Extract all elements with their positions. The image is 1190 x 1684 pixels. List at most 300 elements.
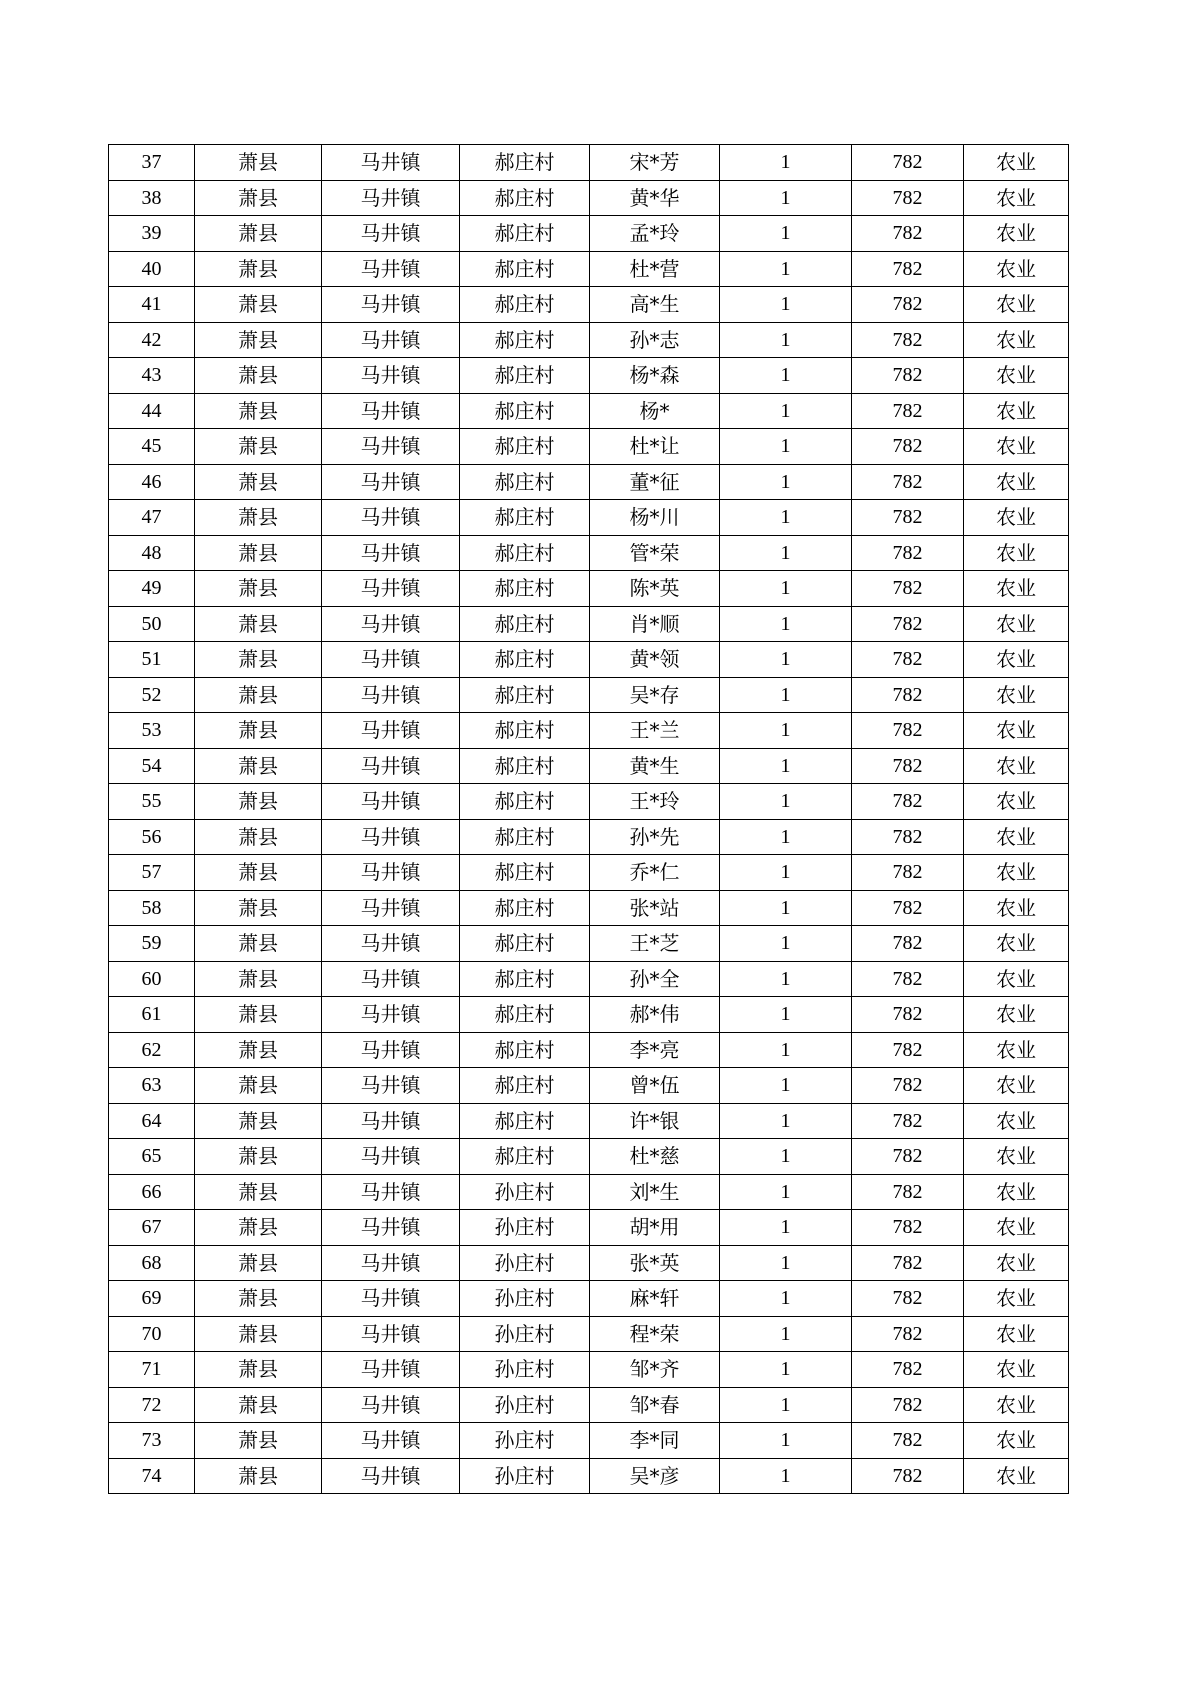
serial-cell: 71 (109, 1352, 195, 1388)
name-cell: 孟*玲 (590, 216, 720, 252)
village-cell: 郝庄村 (460, 890, 590, 926)
name-cell: 郝*伟 (590, 997, 720, 1033)
county-cell: 萧县 (195, 606, 322, 642)
town-cell: 马井镇 (322, 1068, 460, 1104)
village-cell: 郝庄村 (460, 393, 590, 429)
type-cell: 农业 (964, 464, 1069, 500)
amount-cell: 782 (852, 145, 964, 181)
town-cell: 马井镇 (322, 606, 460, 642)
table-row (109, 216, 1069, 252)
village-cell: 郝庄村 (460, 1139, 590, 1175)
amount-cell: 782 (852, 1352, 964, 1388)
table-row (109, 961, 1069, 997)
amount-cell: 782 (852, 1174, 964, 1210)
table-row (109, 464, 1069, 500)
name-cell: 李*同 (590, 1423, 720, 1459)
village-cell: 郝庄村 (460, 819, 590, 855)
village-cell: 郝庄村 (460, 606, 590, 642)
table-row (109, 1281, 1069, 1317)
county-cell: 萧县 (195, 961, 322, 997)
county-cell: 萧县 (195, 1032, 322, 1068)
amount-cell: 782 (852, 1210, 964, 1246)
county-cell: 萧县 (195, 322, 322, 358)
village-cell: 郝庄村 (460, 997, 590, 1033)
name-cell: 程*荣 (590, 1316, 720, 1352)
table-row (109, 1387, 1069, 1423)
amount-cell: 782 (852, 180, 964, 216)
serial-cell: 65 (109, 1139, 195, 1175)
amount-cell: 782 (852, 1281, 964, 1317)
table-row (109, 1139, 1069, 1175)
table-row (109, 251, 1069, 287)
table-row (109, 1103, 1069, 1139)
village-cell: 郝庄村 (460, 251, 590, 287)
count-cell: 1 (720, 606, 852, 642)
town-cell: 马井镇 (322, 216, 460, 252)
town-cell: 马井镇 (322, 1139, 460, 1175)
name-cell: 杜*营 (590, 251, 720, 287)
name-cell: 麻*轩 (590, 1281, 720, 1317)
type-cell: 农业 (964, 642, 1069, 678)
type-cell: 农业 (964, 216, 1069, 252)
amount-cell: 782 (852, 287, 964, 323)
county-cell: 萧县 (195, 926, 322, 962)
count-cell: 1 (720, 1316, 852, 1352)
county-cell: 萧县 (195, 1316, 322, 1352)
count-cell: 1 (720, 890, 852, 926)
count-cell: 1 (720, 784, 852, 820)
name-cell: 吴*彦 (590, 1458, 720, 1494)
table-row (109, 287, 1069, 323)
serial-cell: 74 (109, 1458, 195, 1494)
table-row (109, 1458, 1069, 1494)
amount-cell: 782 (852, 642, 964, 678)
village-cell: 郝庄村 (460, 535, 590, 571)
town-cell: 马井镇 (322, 1316, 460, 1352)
count-cell: 1 (720, 251, 852, 287)
type-cell: 农业 (964, 890, 1069, 926)
serial-cell: 64 (109, 1103, 195, 1139)
count-cell: 1 (720, 748, 852, 784)
name-cell: 李*亮 (590, 1032, 720, 1068)
name-cell: 吴*存 (590, 677, 720, 713)
amount-cell: 782 (852, 890, 964, 926)
amount-cell: 782 (852, 819, 964, 855)
serial-cell: 59 (109, 926, 195, 962)
town-cell: 马井镇 (322, 926, 460, 962)
table-row (109, 1032, 1069, 1068)
amount-cell: 782 (852, 1387, 964, 1423)
amount-cell: 782 (852, 784, 964, 820)
amount-cell: 782 (852, 1103, 964, 1139)
amount-cell: 782 (852, 1245, 964, 1281)
type-cell: 农业 (964, 855, 1069, 891)
table-row (109, 606, 1069, 642)
village-cell: 郝庄村 (460, 784, 590, 820)
amount-cell: 782 (852, 713, 964, 749)
serial-cell: 66 (109, 1174, 195, 1210)
serial-cell: 54 (109, 748, 195, 784)
county-cell: 萧县 (195, 358, 322, 394)
name-cell: 曾*伍 (590, 1068, 720, 1104)
count-cell: 1 (720, 1281, 852, 1317)
table-row (109, 677, 1069, 713)
town-cell: 马井镇 (322, 464, 460, 500)
count-cell: 1 (720, 1068, 852, 1104)
village-cell: 孙庄村 (460, 1316, 590, 1352)
county-cell: 萧县 (195, 1068, 322, 1104)
name-cell: 胡*用 (590, 1210, 720, 1246)
serial-cell: 56 (109, 819, 195, 855)
town-cell: 马井镇 (322, 1210, 460, 1246)
county-cell: 萧县 (195, 464, 322, 500)
count-cell: 1 (720, 677, 852, 713)
type-cell: 农业 (964, 358, 1069, 394)
type-cell: 农业 (964, 251, 1069, 287)
type-cell: 农业 (964, 1174, 1069, 1210)
amount-cell: 782 (852, 535, 964, 571)
village-cell: 孙庄村 (460, 1281, 590, 1317)
name-cell: 王*芝 (590, 926, 720, 962)
town-cell: 马井镇 (322, 1281, 460, 1317)
county-cell: 萧县 (195, 180, 322, 216)
village-cell: 郝庄村 (460, 1068, 590, 1104)
village-cell: 孙庄村 (460, 1174, 590, 1210)
count-cell: 1 (720, 1210, 852, 1246)
table-row (109, 997, 1069, 1033)
name-cell: 乔*仁 (590, 855, 720, 891)
amount-cell: 782 (852, 429, 964, 465)
amount-cell: 782 (852, 961, 964, 997)
county-cell: 萧县 (195, 784, 322, 820)
type-cell: 农业 (964, 606, 1069, 642)
county-cell: 萧县 (195, 713, 322, 749)
type-cell: 农业 (964, 1458, 1069, 1494)
count-cell: 1 (720, 1139, 852, 1175)
town-cell: 马井镇 (322, 890, 460, 926)
count-cell: 1 (720, 1458, 852, 1494)
town-cell: 马井镇 (322, 180, 460, 216)
name-cell: 王*兰 (590, 713, 720, 749)
table-row (109, 500, 1069, 536)
serial-cell: 38 (109, 180, 195, 216)
table-row (109, 145, 1069, 181)
table-row (109, 1068, 1069, 1104)
type-cell: 农业 (964, 571, 1069, 607)
table-row (109, 819, 1069, 855)
amount-cell: 782 (852, 1316, 964, 1352)
name-cell: 肖*顺 (590, 606, 720, 642)
type-cell: 农业 (964, 1281, 1069, 1317)
county-cell: 萧县 (195, 535, 322, 571)
table-row (109, 713, 1069, 749)
amount-cell: 782 (852, 500, 964, 536)
county-cell: 萧县 (195, 1245, 322, 1281)
serial-cell: 58 (109, 890, 195, 926)
town-cell: 马井镇 (322, 997, 460, 1033)
county-cell: 萧县 (195, 287, 322, 323)
count-cell: 1 (720, 216, 852, 252)
type-cell: 农业 (964, 1103, 1069, 1139)
town-cell: 马井镇 (322, 677, 460, 713)
serial-cell: 69 (109, 1281, 195, 1317)
village-cell: 郝庄村 (460, 287, 590, 323)
table-row (109, 1316, 1069, 1352)
name-cell: 黄*生 (590, 748, 720, 784)
village-cell: 郝庄村 (460, 216, 590, 252)
county-cell: 萧县 (195, 1174, 322, 1210)
amount-cell: 782 (852, 606, 964, 642)
amount-cell: 782 (852, 677, 964, 713)
village-cell: 郝庄村 (460, 748, 590, 784)
roster-table (108, 144, 1069, 1494)
type-cell: 农业 (964, 1352, 1069, 1388)
type-cell: 农业 (964, 1316, 1069, 1352)
amount-cell: 782 (852, 216, 964, 252)
type-cell: 农业 (964, 997, 1069, 1033)
type-cell: 农业 (964, 535, 1069, 571)
name-cell: 管*荣 (590, 535, 720, 571)
county-cell: 萧县 (195, 677, 322, 713)
county-cell: 萧县 (195, 500, 322, 536)
type-cell: 农业 (964, 393, 1069, 429)
county-cell: 萧县 (195, 1458, 322, 1494)
type-cell: 农业 (964, 961, 1069, 997)
serial-cell: 67 (109, 1210, 195, 1246)
serial-cell: 53 (109, 713, 195, 749)
serial-cell: 43 (109, 358, 195, 394)
table-row (109, 642, 1069, 678)
village-cell: 郝庄村 (460, 571, 590, 607)
county-cell: 萧县 (195, 1210, 322, 1246)
county-cell: 萧县 (195, 855, 322, 891)
village-cell: 郝庄村 (460, 180, 590, 216)
count-cell: 1 (720, 287, 852, 323)
town-cell: 马井镇 (322, 393, 460, 429)
amount-cell: 782 (852, 1032, 964, 1068)
serial-cell: 42 (109, 322, 195, 358)
county-cell: 萧县 (195, 1352, 322, 1388)
serial-cell: 68 (109, 1245, 195, 1281)
amount-cell: 782 (852, 997, 964, 1033)
table-row (109, 1210, 1069, 1246)
serial-cell: 39 (109, 216, 195, 252)
town-cell: 马井镇 (322, 145, 460, 181)
count-cell: 1 (720, 180, 852, 216)
county-cell: 萧县 (195, 748, 322, 784)
town-cell: 马井镇 (322, 322, 460, 358)
county-cell: 萧县 (195, 642, 322, 678)
serial-cell: 49 (109, 571, 195, 607)
type-cell: 农业 (964, 287, 1069, 323)
amount-cell: 782 (852, 358, 964, 394)
name-cell: 董*征 (590, 464, 720, 500)
village-cell: 郝庄村 (460, 1103, 590, 1139)
village-cell: 郝庄村 (460, 961, 590, 997)
town-cell: 马井镇 (322, 1352, 460, 1388)
table-row (109, 748, 1069, 784)
serial-cell: 46 (109, 464, 195, 500)
name-cell: 许*银 (590, 1103, 720, 1139)
village-cell: 孙庄村 (460, 1387, 590, 1423)
type-cell: 农业 (964, 180, 1069, 216)
serial-cell: 45 (109, 429, 195, 465)
table-row (109, 429, 1069, 465)
table-row (109, 1423, 1069, 1459)
table-row (109, 393, 1069, 429)
county-cell: 萧县 (195, 890, 322, 926)
town-cell: 马井镇 (322, 251, 460, 287)
count-cell: 1 (720, 145, 852, 181)
name-cell: 张*英 (590, 1245, 720, 1281)
count-cell: 1 (720, 642, 852, 678)
table-row (109, 784, 1069, 820)
table-row (109, 571, 1069, 607)
count-cell: 1 (720, 926, 852, 962)
name-cell: 孙*志 (590, 322, 720, 358)
amount-cell: 782 (852, 748, 964, 784)
town-cell: 马井镇 (322, 535, 460, 571)
amount-cell: 782 (852, 1139, 964, 1175)
county-cell: 萧县 (195, 1423, 322, 1459)
count-cell: 1 (720, 1032, 852, 1068)
village-cell: 孙庄村 (460, 1352, 590, 1388)
count-cell: 1 (720, 464, 852, 500)
count-cell: 1 (720, 997, 852, 1033)
county-cell: 萧县 (195, 1103, 322, 1139)
count-cell: 1 (720, 393, 852, 429)
serial-cell: 73 (109, 1423, 195, 1459)
town-cell: 马井镇 (322, 855, 460, 891)
count-cell: 1 (720, 1352, 852, 1388)
count-cell: 1 (720, 819, 852, 855)
town-cell: 马井镇 (322, 713, 460, 749)
table-row (109, 926, 1069, 962)
type-cell: 农业 (964, 748, 1069, 784)
serial-cell: 40 (109, 251, 195, 287)
village-cell: 郝庄村 (460, 429, 590, 465)
name-cell: 杜*慈 (590, 1139, 720, 1175)
name-cell: 高*生 (590, 287, 720, 323)
serial-cell: 70 (109, 1316, 195, 1352)
serial-cell: 72 (109, 1387, 195, 1423)
count-cell: 1 (720, 855, 852, 891)
table-row (109, 1174, 1069, 1210)
serial-cell: 37 (109, 145, 195, 181)
name-cell: 杜*让 (590, 429, 720, 465)
serial-cell: 60 (109, 961, 195, 997)
amount-cell: 782 (852, 1458, 964, 1494)
serial-cell: 44 (109, 393, 195, 429)
town-cell: 马井镇 (322, 500, 460, 536)
village-cell: 郝庄村 (460, 464, 590, 500)
amount-cell: 782 (852, 322, 964, 358)
name-cell: 黄*华 (590, 180, 720, 216)
name-cell: 杨* (590, 393, 720, 429)
village-cell: 孙庄村 (460, 1210, 590, 1246)
county-cell: 萧县 (195, 393, 322, 429)
type-cell: 农业 (964, 322, 1069, 358)
type-cell: 农业 (964, 500, 1069, 536)
county-cell: 萧县 (195, 145, 322, 181)
type-cell: 农业 (964, 1245, 1069, 1281)
roster-table-body (109, 145, 1069, 1494)
county-cell: 萧县 (195, 1387, 322, 1423)
type-cell: 农业 (964, 429, 1069, 465)
serial-cell: 62 (109, 1032, 195, 1068)
village-cell: 郝庄村 (460, 145, 590, 181)
count-cell: 1 (720, 1174, 852, 1210)
count-cell: 1 (720, 358, 852, 394)
count-cell: 1 (720, 535, 852, 571)
table-row (109, 180, 1069, 216)
town-cell: 马井镇 (322, 784, 460, 820)
type-cell: 农业 (964, 677, 1069, 713)
serial-cell: 57 (109, 855, 195, 891)
serial-cell: 47 (109, 500, 195, 536)
town-cell: 马井镇 (322, 1245, 460, 1281)
town-cell: 马井镇 (322, 1423, 460, 1459)
village-cell: 郝庄村 (460, 358, 590, 394)
town-cell: 马井镇 (322, 287, 460, 323)
village-cell: 孙庄村 (460, 1423, 590, 1459)
serial-cell: 51 (109, 642, 195, 678)
count-cell: 1 (720, 1387, 852, 1423)
amount-cell: 782 (852, 251, 964, 287)
serial-cell: 48 (109, 535, 195, 571)
amount-cell: 782 (852, 1068, 964, 1104)
serial-cell: 50 (109, 606, 195, 642)
count-cell: 1 (720, 429, 852, 465)
village-cell: 郝庄村 (460, 926, 590, 962)
count-cell: 1 (720, 713, 852, 749)
town-cell: 马井镇 (322, 748, 460, 784)
count-cell: 1 (720, 322, 852, 358)
town-cell: 马井镇 (322, 1387, 460, 1423)
town-cell: 马井镇 (322, 429, 460, 465)
town-cell: 马井镇 (322, 571, 460, 607)
name-cell: 杨*森 (590, 358, 720, 394)
name-cell: 邹*春 (590, 1387, 720, 1423)
village-cell: 郝庄村 (460, 1032, 590, 1068)
type-cell: 农业 (964, 926, 1069, 962)
table-row (109, 890, 1069, 926)
table-row (109, 358, 1069, 394)
amount-cell: 782 (852, 393, 964, 429)
table-row (109, 1352, 1069, 1388)
type-cell: 农业 (964, 1423, 1069, 1459)
type-cell: 农业 (964, 1068, 1069, 1104)
table-row (109, 535, 1069, 571)
type-cell: 农业 (964, 784, 1069, 820)
name-cell: 孙*全 (590, 961, 720, 997)
count-cell: 1 (720, 1103, 852, 1139)
village-cell: 孙庄村 (460, 1245, 590, 1281)
county-cell: 萧县 (195, 819, 322, 855)
amount-cell: 782 (852, 1423, 964, 1459)
count-cell: 1 (720, 571, 852, 607)
village-cell: 郝庄村 (460, 855, 590, 891)
type-cell: 农业 (964, 1210, 1069, 1246)
type-cell: 农业 (964, 1032, 1069, 1068)
amount-cell: 782 (852, 571, 964, 607)
name-cell: 黄*领 (590, 642, 720, 678)
town-cell: 马井镇 (322, 1458, 460, 1494)
county-cell: 萧县 (195, 997, 322, 1033)
serial-cell: 41 (109, 287, 195, 323)
amount-cell: 782 (852, 464, 964, 500)
town-cell: 马井镇 (322, 1032, 460, 1068)
